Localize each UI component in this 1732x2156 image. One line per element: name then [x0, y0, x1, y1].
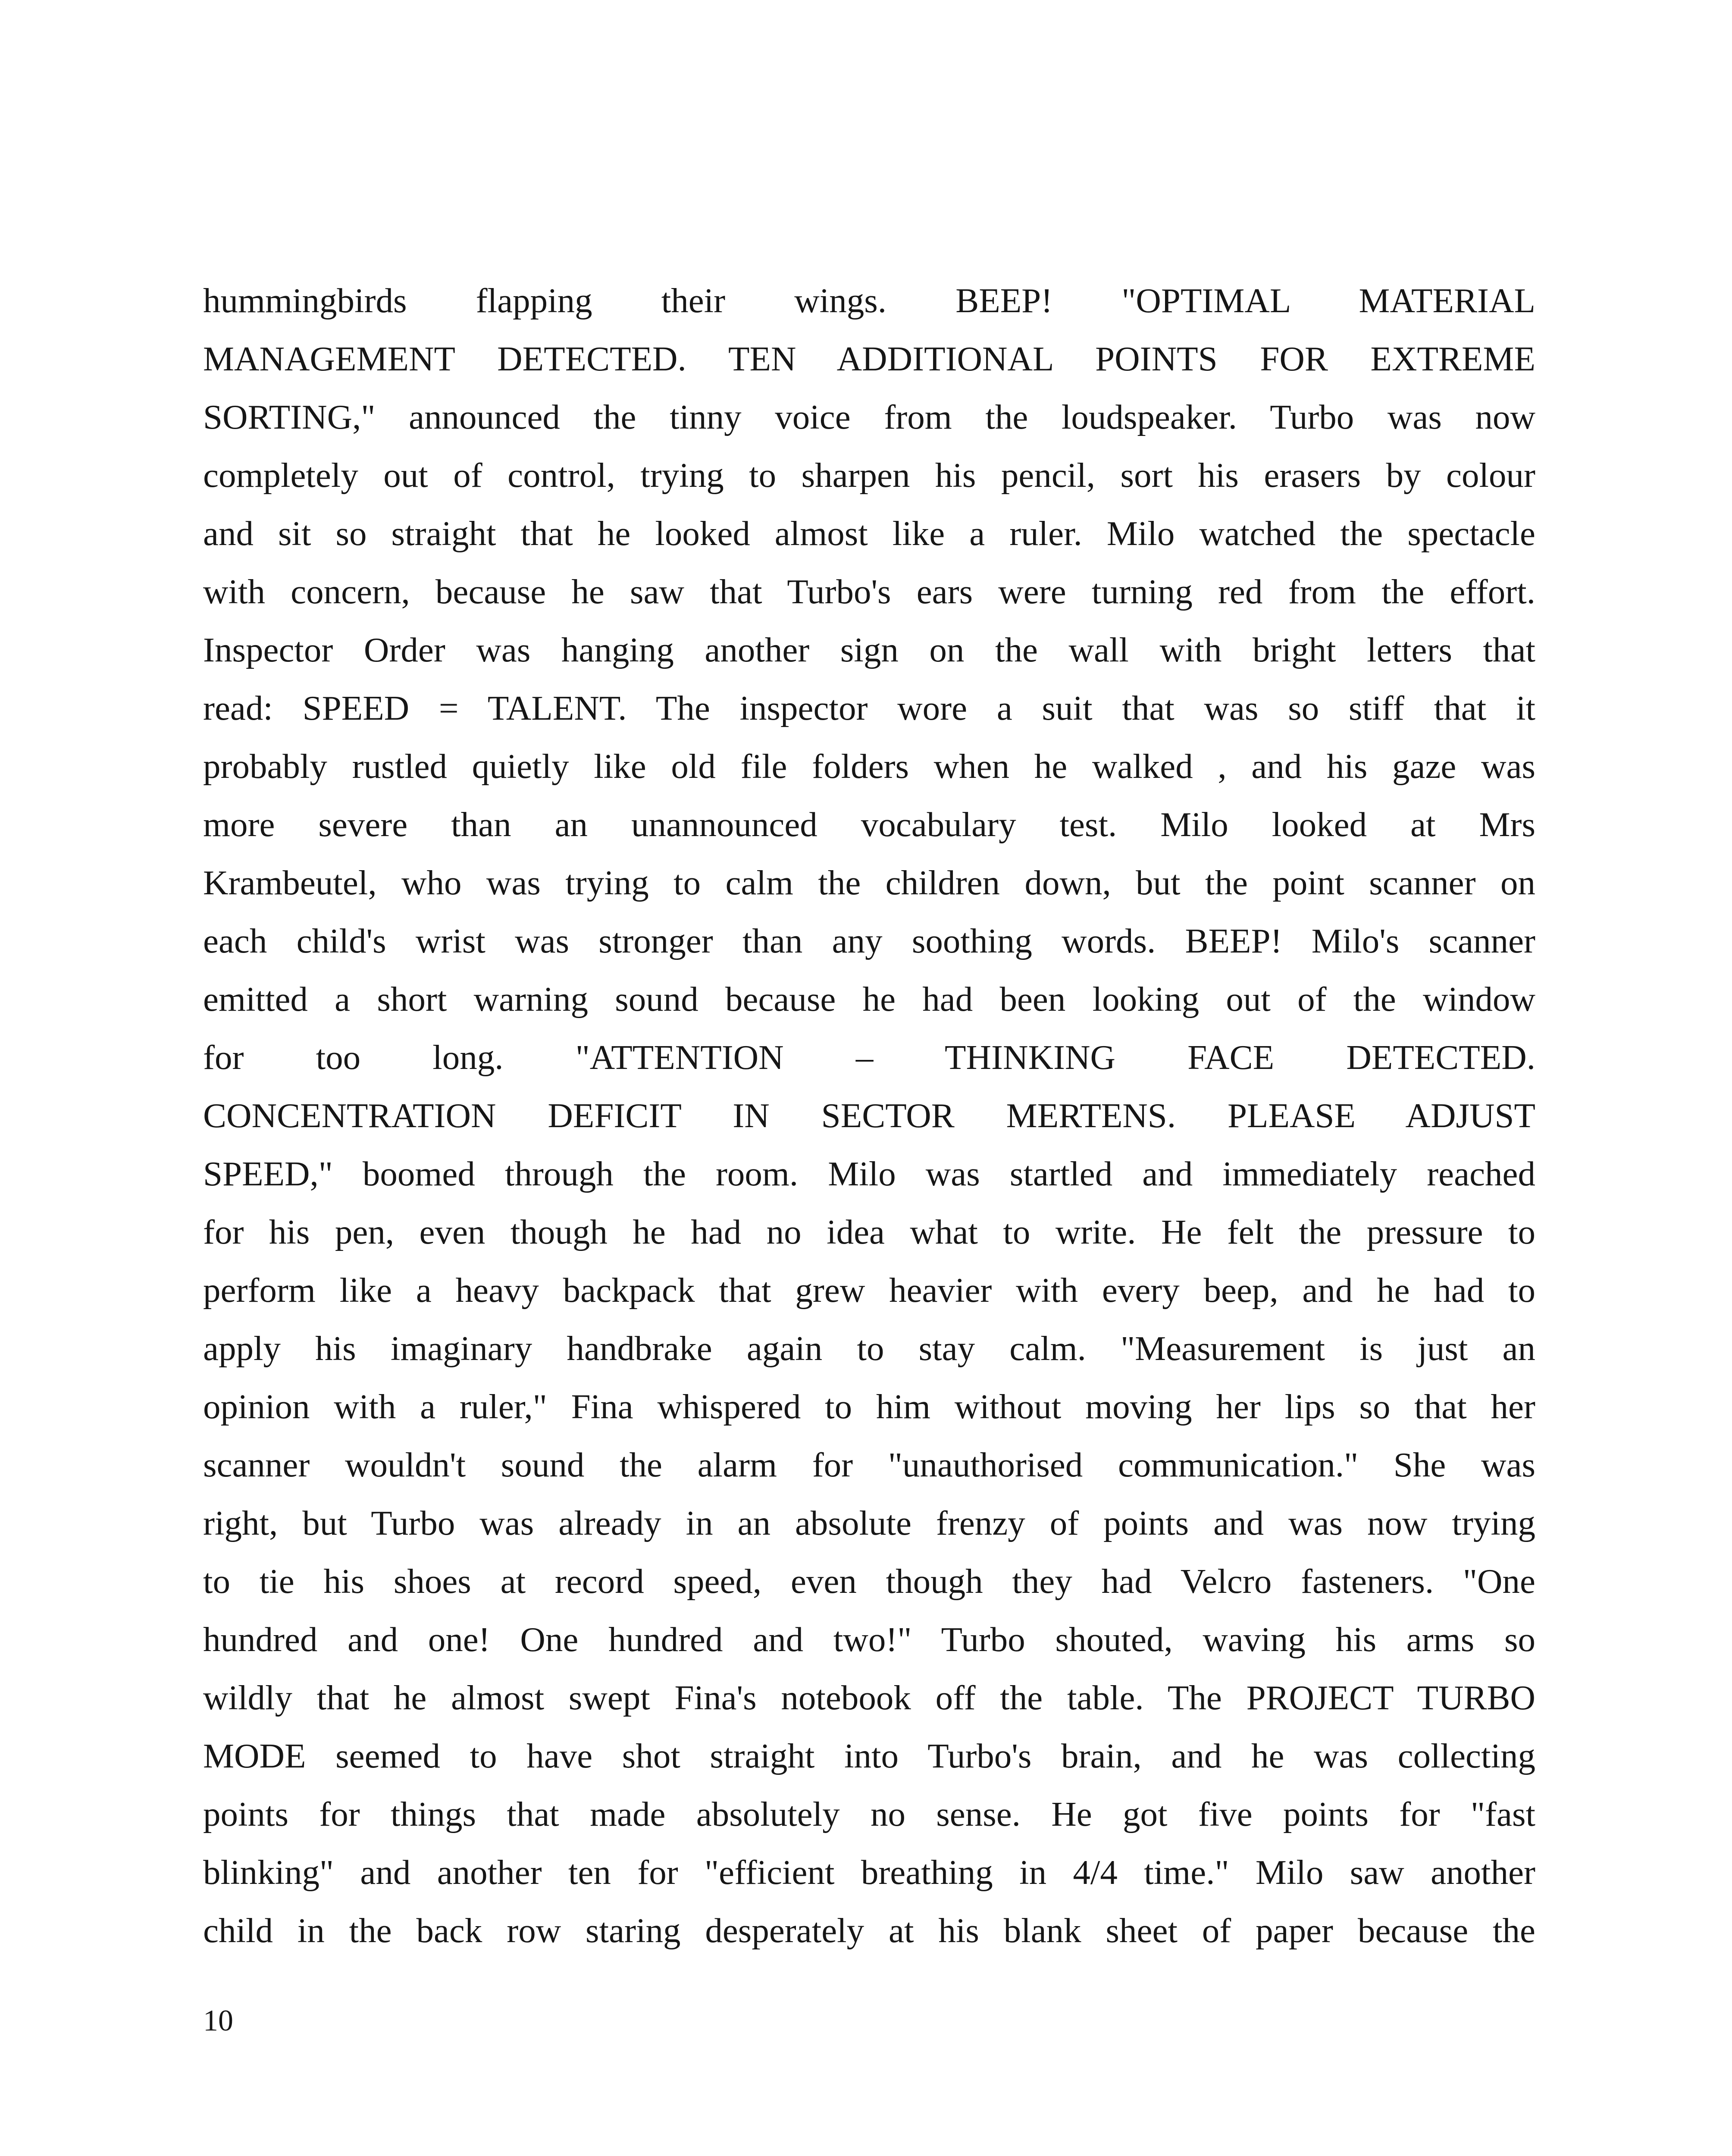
text-line: with concern, because he saw that Turbo's ears were turning red from the effort. — [203, 572, 1535, 611]
text-line: scanner wouldn't sound the alarm for "unauthorised communication." She was — [203, 1445, 1535, 1484]
text-line: MODE seemed to have shot straight into Turbo's brain, and he was collecting — [203, 1736, 1535, 1775]
text-line: SORTING," announced the tinny voice from the loudspeaker. Turbo was now — [203, 398, 1535, 436]
text-line: blinking" and another ten for "efficient breathing in 4/4 time." Milo saw another — [203, 1853, 1535, 1892]
text-line: for his pen, even though he had no idea what to write. He felt the pressure to — [203, 1213, 1535, 1251]
text-line: more severe than an unannounced vocabulary test. Milo looked at Mrs — [203, 805, 1535, 844]
text-line: Inspector Order was hanging another sign on the wall with bright letters that — [203, 630, 1535, 669]
text-line: points for things that made absolutely no sense. He got five points for "fast — [203, 1795, 1535, 1833]
text-line: opinion with a ruler," Fina whispered to him without moving her lips so that her — [203, 1387, 1535, 1426]
text-line: completely out of control, trying to sharpen his pencil, sort his erasers by colour — [203, 456, 1535, 495]
text-line: child in the back row staring desperately at his blank sheet of paper because the — [203, 1911, 1535, 1950]
text-line: right, but Turbo was already in an absolute frenzy of points and was now trying — [203, 1504, 1535, 1542]
text-line: CONCENTRATION DEFICIT IN SECTOR MERTENS. PLEASE ADJUST — [203, 1096, 1535, 1135]
text-line: SPEED," boomed through the room. Milo was startled and immediately reached — [203, 1154, 1535, 1193]
text-line: emitted a short warning sound because he had been looking out of the window — [203, 980, 1535, 1018]
text-line: each child's wrist was stronger than any soothing words. BEEP! Milo's scanner — [203, 921, 1535, 960]
text-line: for too long. "ATTENTION – THINKING FACE DETECTED. — [203, 1038, 1535, 1077]
text-line: read: SPEED = TALENT. The inspector wore a suit that was so stiff that it — [203, 689, 1535, 727]
text-line: Krambeutel, who was trying to calm the children down, but the point scanner on — [203, 863, 1535, 902]
text-line: hundred and one! One hundred and two!" Turbo shouted, waving his arms so — [203, 1620, 1535, 1659]
body-text — [203, 272, 1535, 1960]
page-number: 10 — [203, 2004, 233, 2037]
text-line: probably rustled quietly like old file folders when he walked , and his gaze was — [203, 747, 1535, 786]
text-line: and sit so straight that he looked almost like a ruler. Milo watched the spectacle — [203, 514, 1535, 553]
text-line: perform like a heavy backpack that grew heavier with every beep, and he had to — [203, 1271, 1535, 1310]
text-line: hummingbirds flapping their wings. BEEP! "OPTIMAL MATERIAL — [203, 281, 1535, 320]
text-line: wildly that he almost swept Fina's notebook off the table. The PROJECT TURBO — [203, 1678, 1535, 1717]
text-line: MANAGEMENT DETECTED. TEN ADDITIONAL POINTS FOR EXTREME — [203, 339, 1535, 378]
text-line: apply his imaginary handbrake again to stay calm. "Measurement is just an — [203, 1329, 1535, 1368]
text-line: to tie his shoes at record speed, even though they had Velcro fasteners. "One — [203, 1562, 1535, 1601]
